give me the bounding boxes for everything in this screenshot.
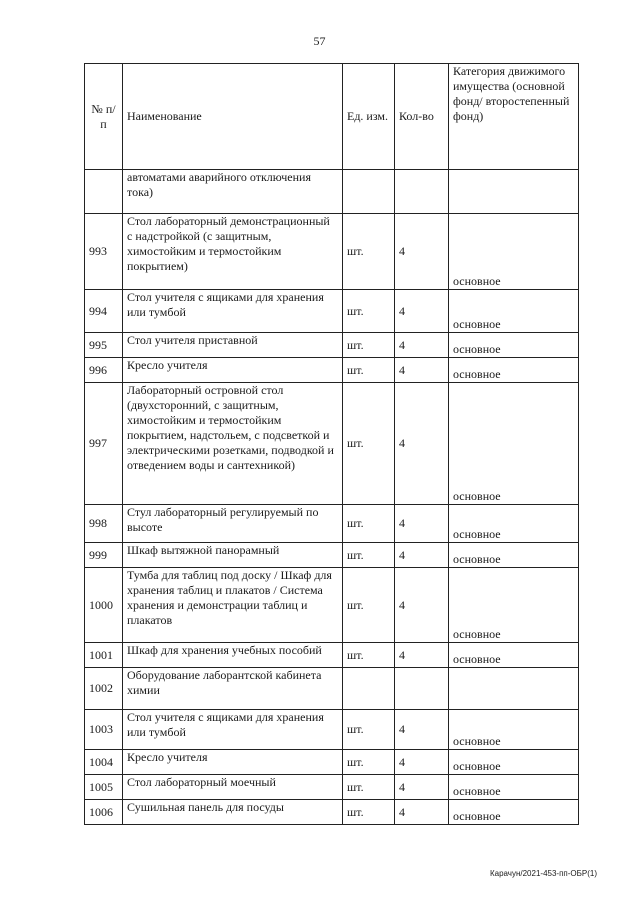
item-unit: шт.: [343, 568, 395, 643]
item-unit: [343, 170, 395, 214]
item-unit: шт.: [343, 710, 395, 750]
item-quantity: 4: [395, 383, 449, 505]
item-category: [449, 170, 579, 214]
table-row: [85, 543, 579, 568]
table-row: [85, 505, 579, 543]
item-category: основное: [449, 358, 579, 383]
item-name: Сушильная панель для посуды: [123, 800, 343, 825]
item-category: основное: [449, 333, 579, 358]
item-quantity: 4: [395, 568, 449, 643]
item-category: основное: [449, 383, 579, 505]
item-quantity: 4: [395, 214, 449, 290]
item-unit: шт.: [343, 333, 395, 358]
item-category: основное: [449, 750, 579, 775]
item-unit: шт.: [343, 214, 395, 290]
item-quantity: 4: [395, 333, 449, 358]
item-unit: шт.: [343, 643, 395, 668]
table-header-row: [85, 64, 579, 170]
item-name: Стол учителя с ящиками для хранения или тумбой: [123, 290, 343, 333]
item-quantity: 4: [395, 750, 449, 775]
item-unit: шт.: [343, 800, 395, 825]
item-quantity: [395, 170, 449, 214]
inventory-table: [84, 63, 579, 825]
table-row: [85, 643, 579, 668]
header-name: Наименование: [123, 64, 343, 170]
row-number: 1001: [85, 643, 123, 668]
item-name: Кресло учителя: [123, 750, 343, 775]
item-name: Стол лабораторный моечный: [123, 775, 343, 800]
row-number: 997: [85, 383, 123, 505]
row-number: 1005: [85, 775, 123, 800]
header-num: № п/п: [85, 64, 123, 170]
item-quantity: 4: [395, 358, 449, 383]
item-unit: шт.: [343, 383, 395, 505]
item-quantity: 4: [395, 543, 449, 568]
table-row: [85, 710, 579, 750]
header-category: Категория движимого имущества (основной фонд/ второстепенный фонд): [449, 64, 579, 170]
header-qty: Кол-во: [395, 64, 449, 170]
table-row: [85, 750, 579, 775]
row-number: 996: [85, 358, 123, 383]
row-number: 1000: [85, 568, 123, 643]
row-number: 1003: [85, 710, 123, 750]
row-number: 1006: [85, 800, 123, 825]
item-category: основное: [449, 800, 579, 825]
document-code: Карачун/2021-453-пп-ОБР(1): [489, 869, 597, 878]
row-number: 993: [85, 214, 123, 290]
item-quantity: 4: [395, 505, 449, 543]
row-number: [85, 170, 123, 214]
item-category: основное: [449, 505, 579, 543]
item-unit: [343, 668, 395, 710]
row-number: 1004: [85, 750, 123, 775]
item-category: основное: [449, 290, 579, 333]
item-unit: шт.: [343, 543, 395, 568]
item-unit: шт.: [343, 775, 395, 800]
item-category: основное: [449, 543, 579, 568]
item-name: автоматами аварийного отключения тока): [123, 170, 343, 214]
item-quantity: 4: [395, 290, 449, 333]
item-category: основное: [449, 643, 579, 668]
item-name: Тумба для таблиц под доску / Шкаф для хранения таблиц и плакатов / Система хранения и демонстрации таблиц и плакатов: [123, 568, 343, 643]
item-name: Стол лабораторный демонстрационный с надстройкой (с защитным, химостойким и термостойким покрытием): [123, 214, 343, 290]
table-row: [85, 170, 579, 214]
item-category: [449, 668, 579, 710]
item-category: основное: [449, 568, 579, 643]
table-row: [85, 383, 579, 505]
page-number: 57: [313, 34, 326, 48]
item-quantity: [395, 668, 449, 710]
table-row: [85, 290, 579, 333]
item-category: основное: [449, 214, 579, 290]
table-row: [85, 668, 579, 710]
row-number: 999: [85, 543, 123, 568]
item-unit: шт.: [343, 290, 395, 333]
row-number: 1002: [85, 668, 123, 710]
item-quantity: 4: [395, 643, 449, 668]
table-row: [85, 775, 579, 800]
item-category: основное: [449, 775, 579, 800]
item-category: основное: [449, 710, 579, 750]
row-number: 994: [85, 290, 123, 333]
row-number: 998: [85, 505, 123, 543]
item-unit: шт.: [343, 750, 395, 775]
table-row: [85, 333, 579, 358]
item-name: Лабораторный островной стол (двухсторонний, с защитным, химостойким и термостойким покрытием, надстольем, с подсветкой и электрическими розетками, подводкой и отведением воды и сантехникой): [123, 383, 343, 505]
table-body: [85, 170, 579, 825]
table-row: [85, 214, 579, 290]
item-name: Шкаф вытяжной панорамный: [123, 543, 343, 568]
item-unit: шт.: [343, 505, 395, 543]
header-unit: Ед. изм.: [343, 64, 395, 170]
table-row: [85, 358, 579, 383]
row-number: 995: [85, 333, 123, 358]
item-name: Стол учителя с ящиками для хранения или тумбой: [123, 710, 343, 750]
item-quantity: 4: [395, 775, 449, 800]
item-quantity: 4: [395, 710, 449, 750]
item-unit: шт.: [343, 358, 395, 383]
item-name: Кресло учителя: [123, 358, 343, 383]
item-quantity: 4: [395, 800, 449, 825]
item-name: Оборудование лаборантской кабинета химии: [123, 668, 343, 710]
item-name: Шкаф для хранения учебных пособий: [123, 643, 343, 668]
table-row: [85, 800, 579, 825]
item-name: Стол учителя приставной: [123, 333, 343, 358]
item-name: Стул лабораторный регулируемый по высоте: [123, 505, 343, 543]
table-row: [85, 568, 579, 643]
